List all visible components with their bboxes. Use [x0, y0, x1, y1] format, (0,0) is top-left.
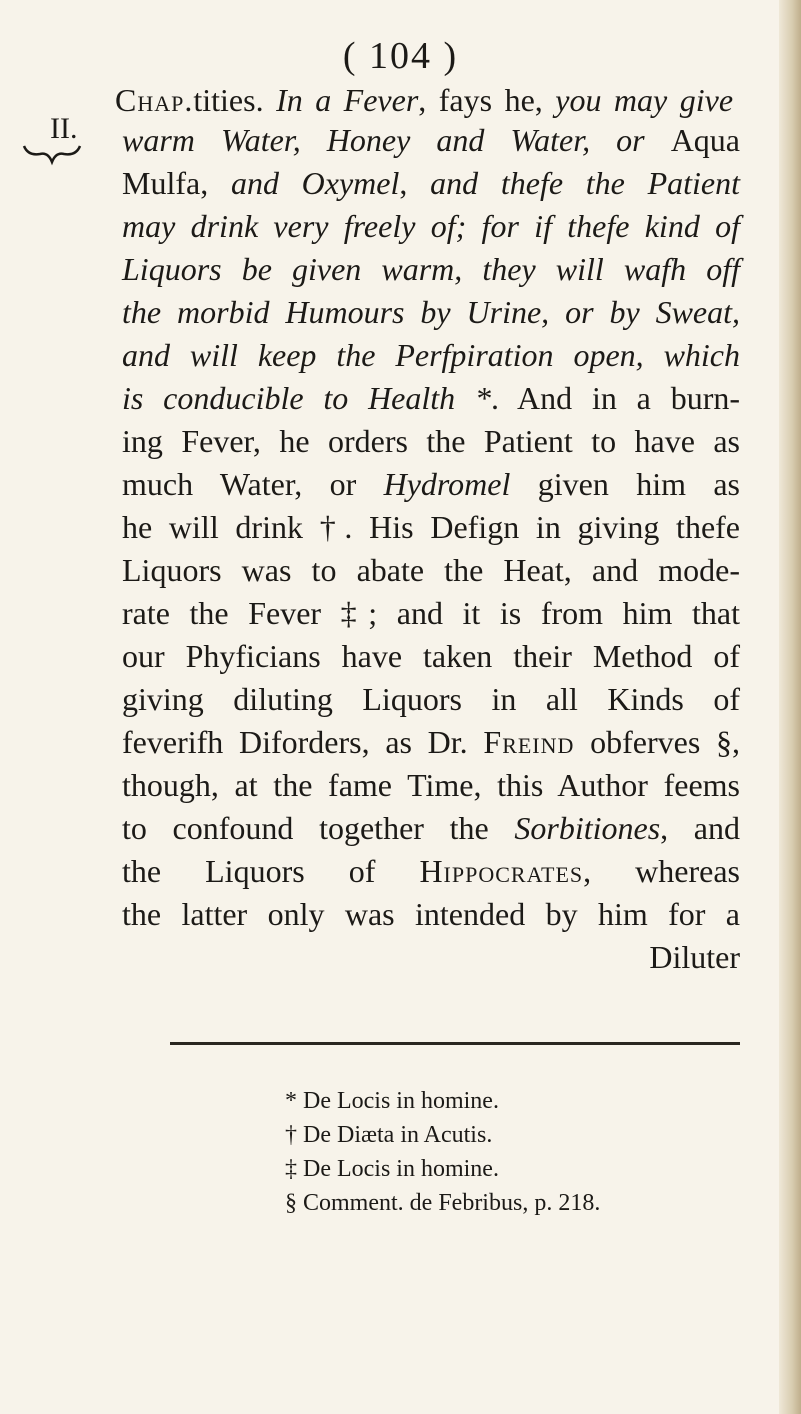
- text-line-18: to confound together the Sorbitiones, and: [122, 810, 741, 846]
- text-line-3: Mulfa, and Oxymel, and thefe the Patient: [122, 165, 741, 201]
- text-line-20: the latter only was intended by him for a: [122, 896, 740, 932]
- text-line-4: may drink very freely of; for if thefe kind of: [122, 208, 740, 244]
- text-line-12: Liquors was to abate the Heat, and mode-: [122, 552, 740, 588]
- footnote-4: § Comment. de Febribus, p. 218.: [285, 1190, 601, 1216]
- text-line-9: ing Fever, he orders the Patient to have as: [122, 423, 740, 459]
- text-line-13: rate the Fever ‡; and it is from him that: [122, 595, 740, 631]
- text-line-6: the morbid Humours by Urine, or by Sweat,: [122, 294, 740, 330]
- footnote-rule: [170, 1042, 740, 1045]
- footnote-2: † De Diæta in Acutis.: [285, 1122, 493, 1148]
- text-line-7: and will keep the Perfpiration open, which: [122, 337, 740, 373]
- text-line-17: though, at the fame Time, this Author feems: [122, 767, 740, 803]
- text-line-19: the Liquors of Hippocrates, whereas: [122, 853, 741, 889]
- page-number: ( 104 ): [342, 35, 459, 77]
- page-edge: [779, 0, 801, 1414]
- text-line-14: our Phyficians have taken their Method of: [122, 638, 740, 674]
- text-line-5: Liquors be given warm, they will wafh off: [122, 251, 740, 287]
- text-line-21-catchword: Diluter: [649, 939, 740, 975]
- text-line-2: warm Water, Honey and Water, or Aqua: [122, 122, 740, 158]
- footnote-3: ‡ De Locis in homine.: [285, 1156, 499, 1182]
- text-line-1: Chap.tities. In a Fever, fays he, you may give: [115, 82, 734, 118]
- text-line-11: he will drink †. His Defign in giving thefe: [122, 509, 740, 545]
- margin-chapter-number: II.: [50, 112, 78, 145]
- footnote-1: * De Locis in homine.: [285, 1088, 499, 1114]
- text-line-16: feverifh Diforders, as Dr. Freind obferves §,: [122, 724, 740, 760]
- text-line-15: giving diluting Liquors in all Kinds of: [122, 681, 740, 717]
- text-line-10: much Water, or Hydromel given him as: [122, 466, 741, 502]
- text-line-8: is conducible to Health *. And in a burn-: [122, 380, 740, 416]
